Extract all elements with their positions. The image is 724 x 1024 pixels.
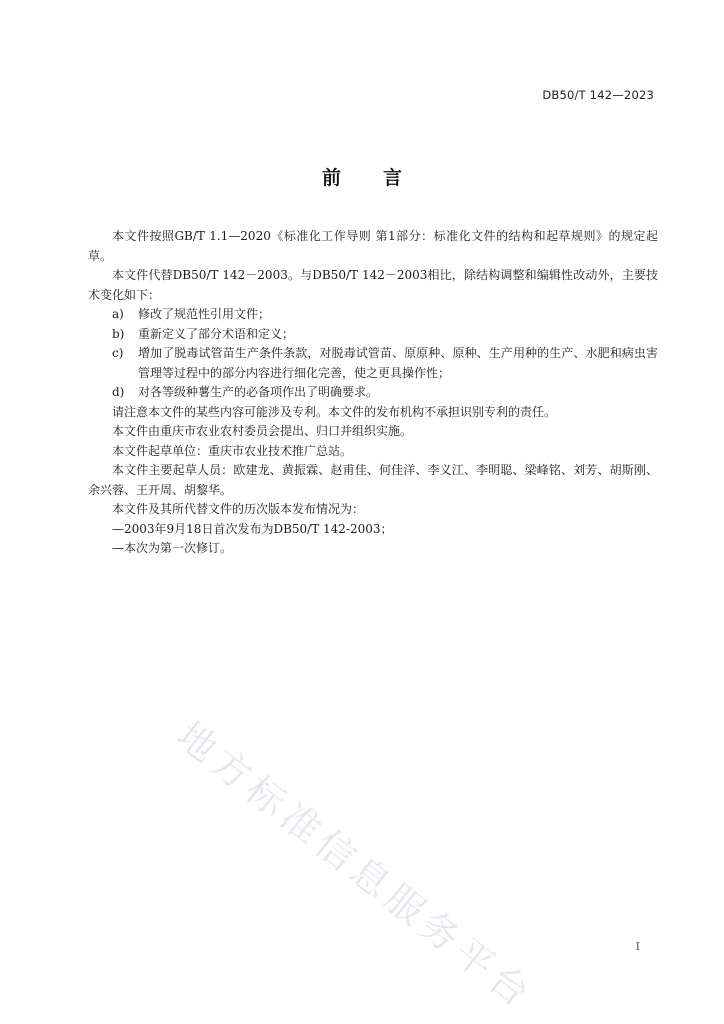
paragraph-drafting-basis: 本文件按照GB/T 1.1—2020《标准化工作导则 第1部分：标准化文件的结构和起草规则》的规定起草。 [88,229,658,263]
list-item [88,305,658,325]
list-item-mark: c) [112,346,124,360]
paragraph-history-intro: 本文件及其所代替文件的历次版本发布情况为： [112,502,365,516]
page-number: I [635,940,640,953]
list-item-text: 修改了规范性引用文件； [138,307,271,321]
list-item-mark: a) [112,307,124,321]
list-item [88,344,658,383]
paragraph-proposer: 本文件由重庆市农业农村委员会提出、归口并组织实施。 [112,424,413,438]
watermark: 地方标准信息服务平台 [168,712,543,1019]
paragraph-patent-notice: 请注意本文件的某些内容可能涉及专利。本文件的发布机构不承担识别专利的责任。 [112,404,557,419]
paragraph-drafting-unit: 本文件起草单位：重庆市农业技术推广总站。 [112,443,353,458]
paragraph-replacement: 本文件代替DB50/T 142－2003。与DB50/T 142－2003相比，除结构调整和编辑性改动外，主要技术变化如下： [88,268,658,302]
list-item-mark: b) [112,326,125,341]
foreword-body [88,227,658,559]
list-item-text: 增加了脱毒试管苗生产条件条款，对脱毒试管苗、原原种、原种、生产用种的生产、水肥和病虫害管理等过程中的部分内容进行细化完善，使之更具操作性； [138,346,658,380]
list-item [88,383,658,403]
list-item-text: 重新定义了部分术语和定义； [138,326,295,341]
list-item-text: 对各等级种薯生产的必备项作出了明确要求。 [138,385,379,399]
page-title: 前言 [321,167,444,189]
paragraph-history-first: —2003年9月18日首次发布为DB50/T 142-2003； [112,521,393,536]
document-code: DB50/T 142—2023 [542,88,654,102]
paragraph-drafters: 本文件主要起草人员：欧建龙、黄振霖、赵甫佳、何佳洋、李义江、李明聪、梁峰铭、刘芳、胡斯刚、余兴蓉、王开周、胡黎华。 [88,463,658,497]
list-item-mark: d) [112,385,125,399]
paragraph-history-current: —本次为第一次修订。 [112,541,233,555]
list-item [88,325,658,345]
